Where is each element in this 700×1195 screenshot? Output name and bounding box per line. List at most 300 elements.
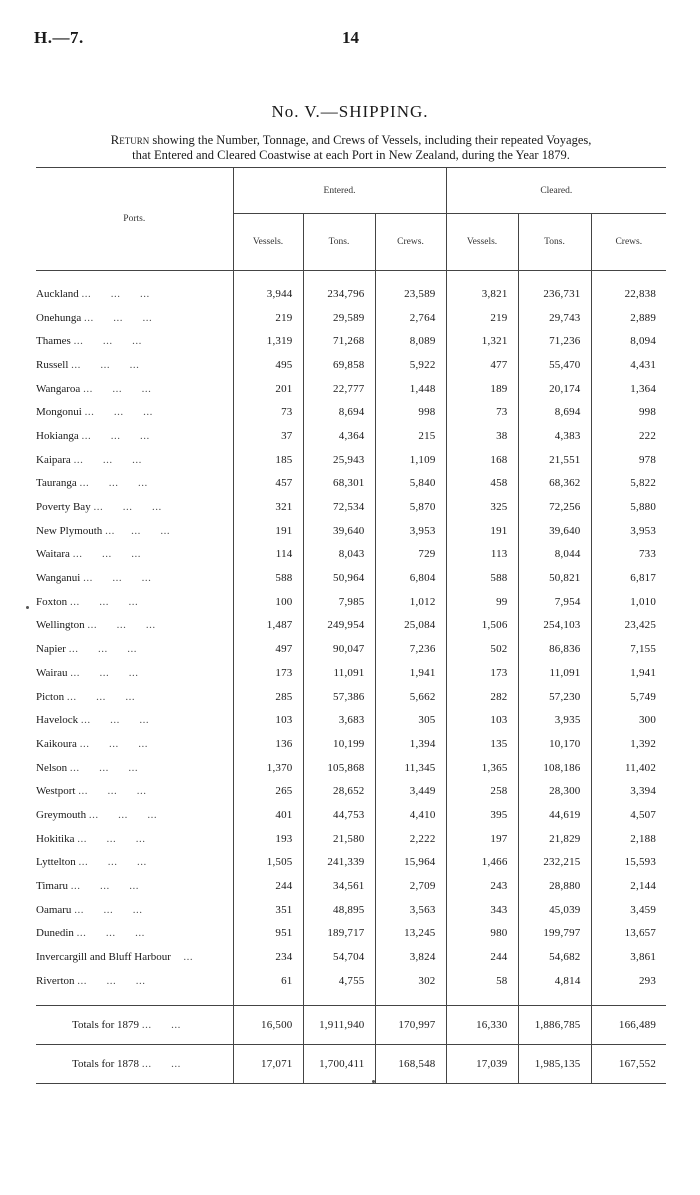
cleared-crews-cell: 22,838 [591,282,666,306]
port-name: Napier [36,643,66,656]
entered-crews-cell: 305 [375,708,446,732]
cleared-crews-cell: 5,822 [591,472,666,496]
entered-vessels-cell: 265 [233,779,303,803]
port-name: Wairau [36,666,68,679]
port-name: Kaikoura [36,737,77,750]
table-row [36,306,666,330]
port-cell [36,306,233,330]
cleared-vessels-cell: 243 [446,874,518,898]
leader-dots: ... ... ... [78,785,147,798]
cleared-vessels-header: Vessels. [446,214,518,271]
cleared-crews-cell: 998 [591,400,666,424]
port-cell [36,898,233,922]
cleared-tons-cell: 21,551 [518,448,591,472]
entered-crews-cell: 302 [375,969,446,993]
table-row [36,898,666,922]
table-row [36,353,666,377]
leader-dots: ... ... ... [74,903,143,916]
entered-tons-cell: 54,704 [303,945,375,969]
port-cell [36,1005,233,1044]
cleared-crews-cell: 1,010 [591,590,666,614]
entered-tons-cell: 21,580 [303,827,375,851]
table-row [36,614,666,638]
port-cell [36,519,233,543]
entered-crews-cell: 170,997 [375,1005,446,1044]
port-cell [36,448,233,472]
entered-vessels-cell: 193 [233,827,303,851]
totals-row [36,1005,666,1044]
entered-vessels-cell: 951 [233,922,303,946]
entered-vessels-cell: 37 [233,424,303,448]
cleared-crews-cell: 1,364 [591,377,666,401]
table-row [36,803,666,827]
entered-vessels-cell: 1,505 [233,851,303,875]
entered-tons-cell: 28,652 [303,779,375,803]
port-name: Lyttelton [36,856,76,869]
table-row [36,874,666,898]
table-row [36,732,666,756]
port-cell [36,495,233,519]
entered-vessels-cell: 73 [233,400,303,424]
port-name: Mongonui [36,406,82,419]
port-cell [36,732,233,756]
entered-tons-cell: 71,268 [303,329,375,353]
entered-crews-cell: 25,084 [375,614,446,638]
entered-vessels-cell: 100 [233,590,303,614]
leader-dots: ... ... ... [72,548,141,561]
cleared-tons-cell: 108,186 [518,756,591,780]
entered-crews-cell: 215 [375,424,446,448]
port-name: Havelock [36,714,79,727]
cleared-vessels-cell: 477 [446,353,518,377]
cleared-tons-header: Tons. [518,214,591,271]
port-name: Invercargill and Bluff Harbour [36,951,171,964]
entered-tons-cell: 44,753 [303,803,375,827]
leader-dots: ... ... ... [105,524,171,537]
cleared-tons-cell: 39,640 [518,519,591,543]
cleared-crews-cell: 4,431 [591,353,666,377]
port-name: Auckland [36,287,79,300]
cleared-crews-cell: 3,459 [591,898,666,922]
cleared-tons-cell: 20,174 [518,377,591,401]
entered-vessels-cell: 17,071 [233,1044,303,1083]
table-row [36,685,666,709]
cleared-crews-cell: 978 [591,448,666,472]
entered-crews-cell: 168,548 [375,1044,446,1083]
cleared-vessels-cell: 325 [446,495,518,519]
caption-line-2: that Entered and Cleared Coastwise at each Port in New Zealand, during the Year 1879. [132,148,570,162]
table-row [36,756,666,780]
cleared-vessels-cell: 343 [446,898,518,922]
cleared-vessels-cell: 38 [446,424,518,448]
entered-vessels-header: Vessels. [233,214,303,271]
port-name: Poverty Bay [36,501,91,514]
caption-lead: Return [110,132,150,147]
entered-vessels-cell: 401 [233,803,303,827]
leader-dots: ... ... ... [69,761,139,774]
cleared-crews-cell: 2,889 [591,306,666,330]
port-name: Nelson [36,761,68,774]
entered-tons-cell: 4,755 [303,969,375,993]
cleared-vessels-cell: 282 [446,685,518,709]
entered-crews-cell: 6,804 [375,566,446,590]
table-row [36,495,666,519]
entered-vessels-cell: 16,500 [233,1005,303,1044]
cleared-crews-cell: 222 [591,424,666,448]
entered-crews-cell: 5,870 [375,495,446,519]
stray-ink-mark [26,606,29,609]
entered-tons-cell: 39,640 [303,519,375,543]
port-cell [36,969,233,993]
cleared-vessels-cell: 173 [446,661,518,685]
entered-crews-cell: 3,824 [375,945,446,969]
port-name: Picton [36,690,65,703]
entered-crews-cell: 1,448 [375,377,446,401]
entered-tons-cell: 11,091 [303,661,375,685]
cleared-crews-header: Crews. [591,214,666,271]
cleared-vessels-cell: 168 [446,448,518,472]
port-cell [36,377,233,401]
cleared-crews-cell: 5,880 [591,495,666,519]
cleared-crews-cell: 11,402 [591,756,666,780]
cleared-tons-cell: 7,954 [518,590,591,614]
table-row [36,282,666,306]
entered-crews-cell: 11,345 [375,756,446,780]
table-row [36,519,666,543]
cleared-tons-cell: 55,470 [518,353,591,377]
table-row [36,827,666,851]
entered-vessels-cell: 219 [233,306,303,330]
cleared-tons-cell: 54,682 [518,945,591,969]
leader-dots: ... ... ... [93,501,162,514]
cleared-vessels-cell: 73 [446,400,518,424]
entered-crews-cell: 1,394 [375,732,446,756]
entered-tons-cell: 90,047 [303,637,375,661]
cleared-tons-cell: 1,985,135 [518,1044,591,1083]
entered-tons-cell: 69,858 [303,353,375,377]
entered-vessels-cell: 1,319 [233,329,303,353]
leader-dots: ... ... ... [87,619,156,632]
cleared-tons-cell: 45,039 [518,898,591,922]
cleared-tons-cell: 232,215 [518,851,591,875]
port-cell [36,945,233,969]
cleared-tons-cell: 28,880 [518,874,591,898]
entered-crews-cell: 2,709 [375,874,446,898]
entered-tons-cell: 50,964 [303,566,375,590]
cleared-crews-cell: 166,489 [591,1005,666,1044]
cleared-vessels-cell: 197 [446,827,518,851]
port-name: Kaipara [36,453,71,466]
document-reference: H.—7. [34,28,84,47]
entered-vessels-cell: 1,487 [233,614,303,638]
entered-crews-cell: 3,563 [375,898,446,922]
leader-dots: ... ... ... [77,974,146,987]
cleared-tons-cell: 44,619 [518,803,591,827]
entered-tons-cell: 4,364 [303,424,375,448]
table-header [36,168,666,271]
entered-vessels-cell: 3,944 [233,282,303,306]
entered-crews-cell: 5,840 [375,472,446,496]
cleared-crews-cell: 3,861 [591,945,666,969]
leader-dots: ... ... ... [69,595,139,608]
table-row [36,851,666,875]
port-name: Hokianga [36,429,79,442]
port-name: New Plymouth [36,524,103,537]
cleared-tons-cell: 72,256 [518,495,591,519]
port-name: Russell [36,358,69,371]
table-row [36,566,666,590]
entered-tons-cell: 34,561 [303,874,375,898]
leader-dots: ... ... ... [66,690,136,703]
cleared-crews-cell: 293 [591,969,666,993]
entered-vessels-cell: 321 [233,495,303,519]
entered-vessels-cell: 234 [233,945,303,969]
table-row [36,922,666,946]
cleared-tons-cell: 28,300 [518,779,591,803]
entered-tons-cell: 7,985 [303,590,375,614]
port-name: Wanganui [36,572,81,585]
cleared-vessels-cell: 458 [446,472,518,496]
cleared-vessels-cell: 395 [446,803,518,827]
entered-tons-cell: 68,301 [303,472,375,496]
port-name: Wangaroa [36,382,81,395]
port-cell [36,400,233,424]
cleared-vessels-cell: 3,821 [446,282,518,306]
cleared-tons-cell: 199,797 [518,922,591,946]
port-cell [36,1044,233,1083]
port-name: Waitara [36,548,70,561]
cleared-tons-cell: 10,170 [518,732,591,756]
table-row [36,424,666,448]
port-name: Oamaru [36,903,72,916]
cleared-tons-cell: 236,731 [518,282,591,306]
stray-ink-mark [372,1080,375,1083]
cleared-tons-cell: 8,694 [518,400,591,424]
table-row [36,590,666,614]
cleared-tons-cell: 11,091 [518,661,591,685]
cleared-tons-cell: 1,886,785 [518,1005,591,1044]
cleared-crews-cell: 3,953 [591,519,666,543]
cleared-vessels-cell: 1,466 [446,851,518,875]
entered-crews-cell: 1,109 [375,448,446,472]
totals-label: Totals for 1879 [72,1018,140,1031]
cleared-vessels-cell: 1,321 [446,329,518,353]
entered-crews-cell: 23,589 [375,282,446,306]
entered-vessels-cell: 457 [233,472,303,496]
port-name: Thames [36,335,71,348]
totals-row [36,1044,666,1083]
cleared-vessels-cell: 103 [446,708,518,732]
leader-dots: ... ... ... [73,335,142,348]
entered-group-header: Entered. [233,168,446,214]
entered-tons-cell: 249,954 [303,614,375,638]
port-cell [36,543,233,567]
entered-crews-cell: 1,012 [375,590,446,614]
entered-vessels-cell: 201 [233,377,303,401]
port-cell [36,329,233,353]
entered-vessels-cell: 185 [233,448,303,472]
port-cell [36,685,233,709]
cleared-tons-cell: 4,383 [518,424,591,448]
cleared-crews-cell: 5,749 [591,685,666,709]
table-row [36,543,666,567]
port-cell [36,637,233,661]
cleared-tons-cell: 68,362 [518,472,591,496]
entered-crews-cell: 5,922 [375,353,446,377]
leader-dots: ... ... ... [71,358,140,371]
entered-crews-cell: 1,941 [375,661,446,685]
cleared-vessels-cell: 219 [446,306,518,330]
cleared-tons-cell: 3,935 [518,708,591,732]
entered-tons-cell: 1,700,411 [303,1044,375,1083]
entered-vessels-cell: 495 [233,353,303,377]
leader-dots: ... ... ... [84,406,153,419]
port-cell [36,424,233,448]
cleared-vessels-cell: 1,506 [446,614,518,638]
cleared-vessels-cell: 17,039 [446,1044,518,1083]
port-name: Riverton [36,974,75,987]
cleared-crews-cell: 733 [591,543,666,567]
cleared-vessels-cell: 980 [446,922,518,946]
entered-tons-header: Tons. [303,214,375,271]
leader-dots: ... ... ... [83,382,152,395]
port-name: Westport [36,785,76,798]
port-cell [36,922,233,946]
table-row [36,661,666,685]
cleared-vessels-cell: 58 [446,969,518,993]
ports-column-header: Ports. [123,214,146,224]
leader-dots: ... ... ... [68,643,137,656]
leader-dots: ... ... ... [77,832,146,845]
leader-dots: ... ... ... [81,429,150,442]
leader-dots: ... ... ... [81,287,150,300]
cleared-tons-cell: 254,103 [518,614,591,638]
shipping-table [36,167,666,1084]
cleared-crews-cell: 2,188 [591,827,666,851]
entered-crews-cell: 729 [375,543,446,567]
cleared-vessels-cell: 244 [446,945,518,969]
table-row [36,708,666,732]
entered-vessels-cell: 285 [233,685,303,709]
leader-dots: ... ... ... [76,927,145,940]
table-row [36,637,666,661]
entered-vessels-cell: 103 [233,708,303,732]
entered-crews-cell: 3,449 [375,779,446,803]
caption-line-1: showing the Number, Tonnage, and Crews of Vessels, including their repeated Voyages, [149,133,592,147]
port-cell [36,590,233,614]
entered-tons-cell: 57,386 [303,685,375,709]
totals-label: Totals for 1878 [72,1057,140,1070]
entered-crews-cell: 13,245 [375,922,446,946]
cleared-tons-cell: 29,743 [518,306,591,330]
table-row [36,377,666,401]
cleared-crews-cell: 13,657 [591,922,666,946]
cleared-vessels-cell: 1,365 [446,756,518,780]
cleared-vessels-cell: 191 [446,519,518,543]
cleared-tons-cell: 71,236 [518,329,591,353]
entered-tons-cell: 3,683 [303,708,375,732]
cleared-vessels-cell: 113 [446,543,518,567]
leader-dots: ... ... [141,1018,181,1031]
leader-dots: ... ... ... [83,311,153,324]
port-name: Onehunga [36,311,82,324]
cleared-crews-cell: 2,144 [591,874,666,898]
leader-dots: ... ... ... [70,666,139,679]
port-cell [36,779,233,803]
cleared-vessels-cell: 135 [446,732,518,756]
cleared-tons-cell: 57,230 [518,685,591,709]
table-row [36,945,666,969]
leader-dots: ... ... ... [79,737,148,750]
port-cell [36,827,233,851]
port-cell [36,756,233,780]
port-cell [36,874,233,898]
table-row [36,779,666,803]
cleared-vessels-cell: 99 [446,590,518,614]
leader-dots: ... ... ... [88,808,158,821]
table-row [36,329,666,353]
port-name: Hokitika [36,832,75,845]
entered-crews-cell: 998 [375,400,446,424]
cleared-crews-cell: 15,593 [591,851,666,875]
leader-dots: ... ... ... [83,572,152,585]
table-row [36,969,666,993]
cleared-crews-cell: 167,552 [591,1044,666,1083]
entered-tons-cell: 234,796 [303,282,375,306]
cleared-vessels-cell: 258 [446,779,518,803]
entered-crews-cell: 2,764 [375,306,446,330]
cleared-tons-cell: 86,836 [518,637,591,661]
entered-vessels-cell: 136 [233,732,303,756]
cleared-crews-cell: 3,394 [591,779,666,803]
entered-tons-cell: 72,534 [303,495,375,519]
entered-vessels-cell: 173 [233,661,303,685]
entered-vessels-cell: 244 [233,874,303,898]
cleared-tons-cell: 21,829 [518,827,591,851]
port-cell [36,353,233,377]
leader-dots: ... ... ... [78,856,147,869]
port-name: Greymouth [36,808,87,821]
cleared-group-header: Cleared. [446,168,666,214]
port-name: Tauranga [36,477,77,490]
entered-crews-cell: 8,089 [375,329,446,353]
leader-dots: ... [173,951,194,964]
cleared-crews-cell: 1,392 [591,732,666,756]
cleared-tons-cell: 50,821 [518,566,591,590]
port-cell [36,282,233,306]
entered-crews-cell: 15,964 [375,851,446,875]
cleared-vessels-cell: 16,330 [446,1005,518,1044]
entered-tons-cell: 25,943 [303,448,375,472]
leader-dots: ... ... ... [70,880,139,893]
cleared-crews-cell: 7,155 [591,637,666,661]
cleared-crews-cell: 8,094 [591,329,666,353]
port-cell [36,661,233,685]
entered-tons-cell: 105,868 [303,756,375,780]
entered-crews-cell: 3,953 [375,519,446,543]
leader-dots: ... ... ... [73,453,142,466]
entered-tons-cell: 29,589 [303,306,375,330]
page-number: 14 [342,28,359,47]
entered-tons-cell: 8,043 [303,543,375,567]
cleared-vessels-cell: 502 [446,637,518,661]
entered-crews-cell: 4,410 [375,803,446,827]
port-cell [36,472,233,496]
entered-tons-cell: 189,717 [303,922,375,946]
entered-vessels-cell: 351 [233,898,303,922]
table-caption [36,132,666,163]
port-cell [36,614,233,638]
